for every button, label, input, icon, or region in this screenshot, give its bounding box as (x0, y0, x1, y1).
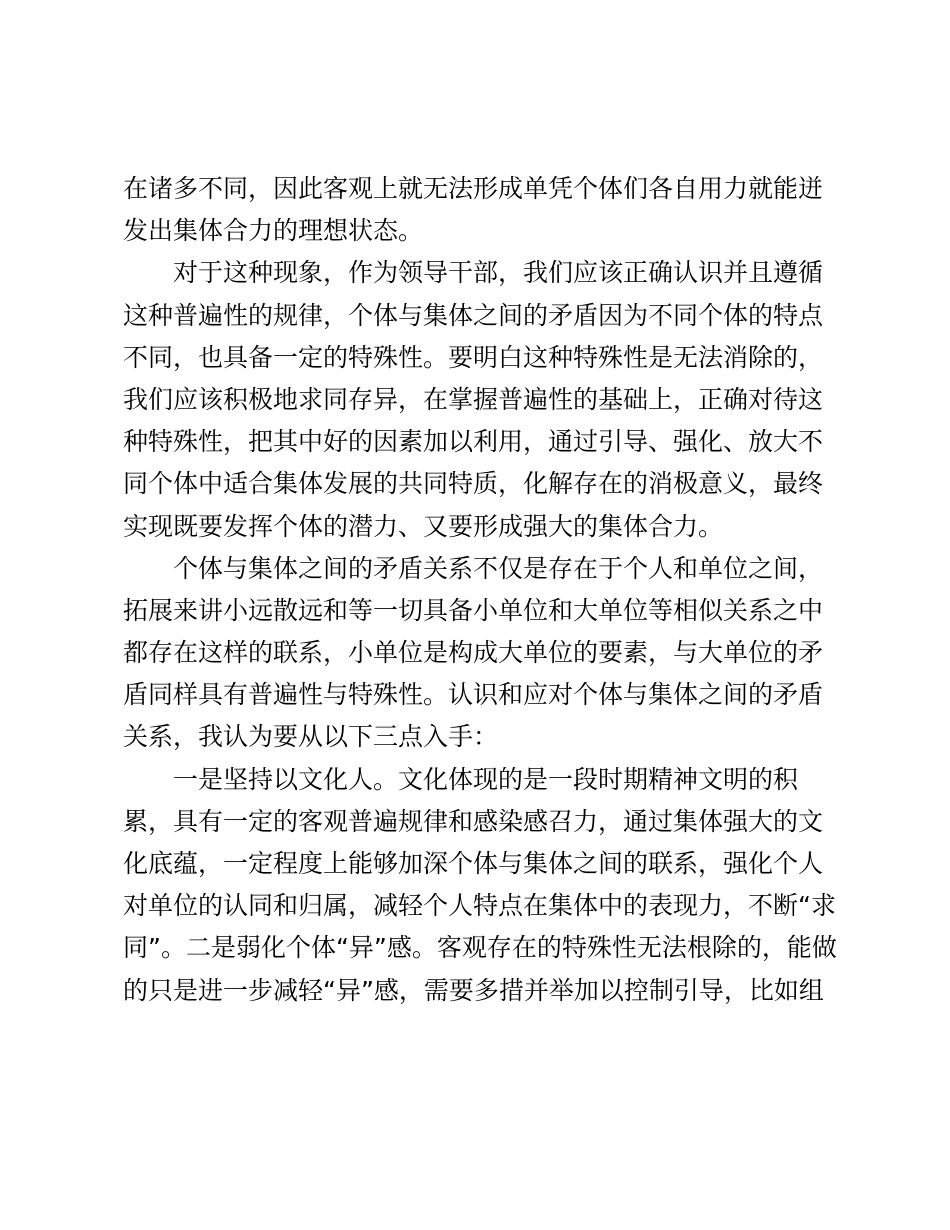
text-line: 都存在这样的联系，小单位是构成大单位的要素，与大单位的矛 (123, 638, 824, 668)
text-line: 这种普遍性的规律，个体与集体之间的矛盾因为不同个体的特点 (123, 300, 824, 330)
text-line: 累，具有一定的客观普遍规律和感染感召力，通过集体强大的文 (123, 806, 824, 836)
text-line: 的只是进一步减轻“异”感，需要多措并举加以控制引导，比如组 (123, 975, 824, 1005)
paragraph-first-line: 一是坚持以文化人。文化体现的是一段时期精神文明的积 (173, 764, 799, 794)
text-line: 盾同样具有普遍性与特殊性。认识和应对个体与集体之间的矛盾 (123, 680, 824, 710)
text-line: 化底蕴，一定程度上能够加深个体与集体之间的联系，强化个人 (123, 849, 824, 878)
text-line: 在诸多不同，因此客观上就无法形成单凭个体们各自用力就能迸 (123, 174, 824, 203)
text-line: 拓展来讲小远散远和等一切具备小单位和大单位等相似关系之中 (123, 595, 824, 625)
paragraph-first-line: 个体与集体之间的矛盾关系不仅是存在于个人和单位之间， (173, 553, 824, 583)
body-text (123, 168, 843, 1012)
text-line: 对单位的认同和归属，减轻个人特点在集体中的表现力，不断“求 (123, 891, 836, 921)
text-line: 同”。二是弱化个体“异”感。客观存在的特殊性无法根除的，能做 (123, 933, 837, 963)
paragraph-first-line: 对于这种现象，作为领导干部，我们应该正确认识并且遵循 (173, 258, 824, 288)
text-line: 关系，我认为要从以下三点入手： (123, 722, 499, 752)
text-line: 我们应该积极地求同存异，在掌握普遍性的基础上，正确对待这 (123, 384, 824, 414)
text-line: 不同，也具备一定的特殊性。要明白这种特殊性是无法消除的， (123, 342, 824, 372)
text-line: 发出集体合力的理想状态。 (123, 216, 424, 246)
text-line: 同个体中适合集体发展的共同特质，化解存在的消极意义，最终 (123, 469, 824, 499)
text-line: 种特殊性，把其中好的因素加以利用，通过引导、强化、放大不 (123, 427, 824, 457)
text-line: 实现既要发挥个体的潜力、又要形成强大的集体合力。 (123, 511, 724, 541)
